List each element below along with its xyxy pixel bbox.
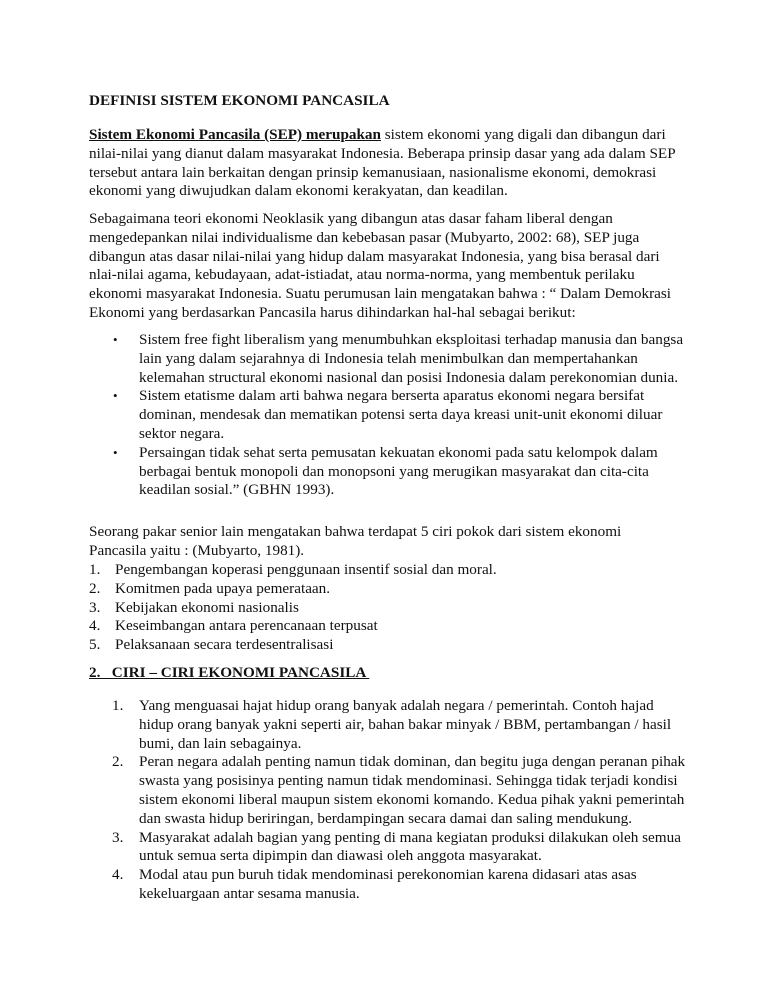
paragraph-line: nilai-nilai yang dianut dalam masyarakat Indonesia. Beberapa prinsip dasar yang ada dalam SEP (89, 144, 676, 162)
characteristic-item: 4. Modal atau pun buruh tidak mendominasi perekonomian karena didasari atas asas kekeluargaan antar sesama manusia. (112, 866, 637, 902)
paragraph-line: Seorang pakar senior lain mengatakan bahwa terdapat 5 ciri pokok dari sistem ekonomi (89, 523, 622, 540)
paragraph-line: Sistem Ekonomi Pancasila (SEP) merupakan sistem ekonomi yang digali dan dibangun dari (89, 126, 666, 143)
paragraph-line: tersebut antara lain berkaitan dengan prinsip kemanusiaan, nasionalisme ekonomi, demokrasi (89, 163, 657, 181)
bullet-item: • Sistem free fight liberalism yang menumbuhkan eksploitasi terhadap manusia dan bangsa lain yang dalam sejarahnya di Indonesia telah menimbulkan dan mempertahankan kelemahan structural ekonomi nasional dan posisi Indonesia dalam perekonomian dunia. (113, 331, 684, 386)
paragraph-line: Ekonomi yang berdasarkan Pancasila harus dihindarkan hal-hal sebagai berikut: (89, 303, 576, 321)
trait-item: 4. Keseimbangan antara perencanaan terpusat (89, 617, 378, 635)
bullet-icon: • (113, 388, 118, 404)
item-number: 4. (89, 617, 101, 635)
trait-item: 2. Komitmen pada upaya pemerataan. (89, 579, 331, 597)
item-number: 1. (89, 561, 101, 578)
item-number: 1. (112, 697, 124, 714)
paragraph-line: Sebagaimana teori ekonomi Neoklasik yang dibangun atas dasar faham liberal dengan (89, 210, 613, 227)
item-number: 4. (112, 866, 124, 884)
paragraph-line: mengedepankan nilai individualisme dan kebebasan pasar (Mubyarto, 2002: 68), SEP juga (89, 228, 640, 246)
paragraph-line: ekonomi yang diwujudkan dalam ekonomi kerakyatan, dan keadilan. (89, 182, 508, 200)
trait-item: 5. Pelaksanaan secara terdesentralisasi (89, 636, 334, 654)
bullet-icon: • (113, 444, 118, 460)
paragraph-line: ekonomi masyarakat Indonesia. Suatu perumusan lain mengatakan bahwa : “ Dalam Demokrasi (89, 285, 672, 303)
characteristics-list (89, 697, 689, 904)
paragraph-definition (89, 126, 689, 201)
item-number: 3. (112, 828, 124, 846)
paragraph-line: nlai-nilai agama, kebudayaan, adat-istiadat, atau norma-norma, yang membentuk perilaku (89, 266, 635, 284)
characteristic-item: 1. Yang menguasai hajat hidup orang banyak adalah negara / pemerintah. Contoh hajad hidup orang banyak yakni seperti air, bahan bakar minyak / BBM, pertambangan / hasil bumi, dan lain sebagainya. (112, 697, 672, 752)
bullet-icon: • (113, 332, 118, 347)
bullet-item: • Persaingan tidak sehat serta pemusatan kekuatan ekonomi pada satu kelompok dalam berbagai bentuk monopoli dan monopsoni yang merugikan masyarakat dan cita-cita keadilan sosial.” (GBHN 1993). (113, 443, 658, 499)
item-number: 5. (89, 636, 101, 654)
characteristic-item: 3. Masyarakat adalah bagian yang penting di mana kegiatan produksi dilakukan oleh semua untuk semua serta dipimpin dan diawasi oleh anggota masyarakat. (112, 828, 681, 865)
item-number: 3. (89, 598, 101, 616)
section-2-heading: 2. CIRI – CIRI EKONOMI PANCASILA (89, 664, 370, 681)
paragraph-five-traits (89, 523, 689, 561)
item-number: 2. (89, 579, 101, 597)
paragraph-neoclassic (89, 210, 689, 323)
lead-phrase: Sistem Ekonomi Pancasila (SEP) merupakan (89, 126, 381, 143)
characteristic-item: 2. Peran negara adalah penting namun tidak dominan, dan begitu juga dengan peranan pihak swasta yang posisinya penting namun tidak mendominasi. Sehingga tidak terjadi kondisi sistem ekonomi liberal maupun sistem ekonomi komando. Kedua pihak yakni pemerintah dan swasta hidup beriringan, berdampingan secara damai dan saling mendukung. (112, 753, 686, 827)
bullet-list (89, 331, 689, 500)
bullet-item: • Sistem etatisme dalam arti bahwa negara berserta aparatus ekonomi negara bersifat dominan, mendesak dan mematikan potensi serta daya kreasi unit-unit ekonomi diluar sektor negara. (113, 387, 663, 442)
document-title: DEFINISI SISTEM EKONOMI PANCASILA (89, 92, 390, 109)
trait-item: 1. Pengembangan koperasi penggunaan insentif sosial dan moral. (89, 561, 497, 578)
section-heading (89, 664, 689, 683)
paragraph-line: Pancasila yaitu : (Mubyarto, 1981). (89, 541, 305, 559)
traits-list (89, 561, 689, 655)
item-number: 2. (112, 753, 124, 771)
trait-item: 3. Kebijakan ekonomi nasionalis (89, 598, 299, 616)
paragraph-line: dibangun atas dasar nilai-nilai yang hidup dalam masyarakat Indonesia, yang bisa berasal dari (89, 247, 660, 265)
